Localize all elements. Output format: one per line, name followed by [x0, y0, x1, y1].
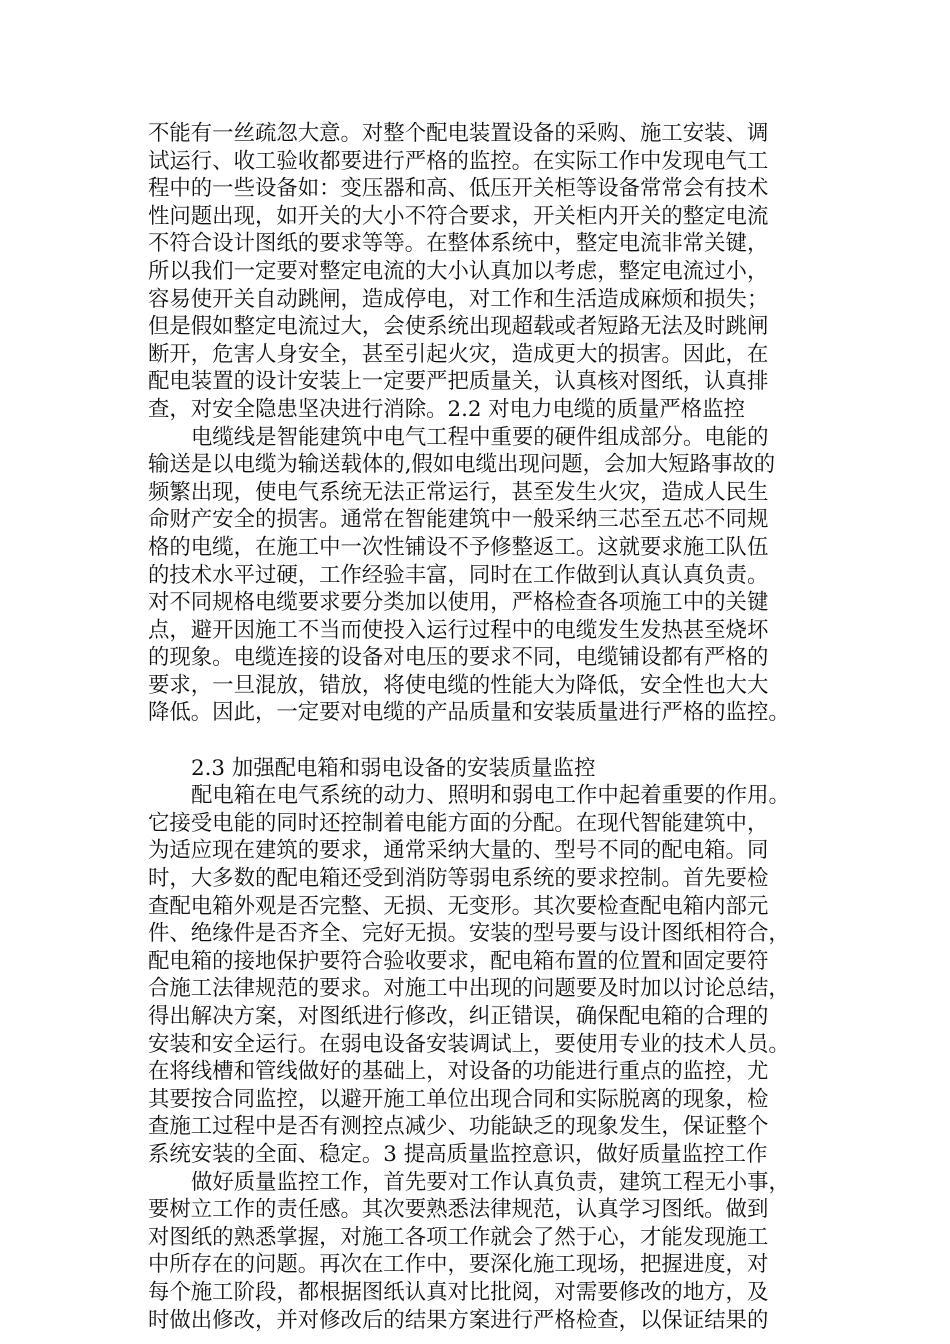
- text-line: 为适应现在建筑的要求，通常采纳大量的、型号不同的配电箱。同: [148, 838, 769, 864]
- text-line: 做好质量监控工作，首先要对工作认真负责，建筑工程无小事，: [191, 1169, 790, 1195]
- paragraph-quality-awareness: [148, 1169, 804, 1335]
- document-page: [148, 120, 804, 1334]
- paragraph-distribution-box: [148, 782, 804, 1168]
- text-line: 所以我们一定要对整定电流的大小认真加以考虑，整定电流过小，: [148, 258, 769, 284]
- text-line: 安装和安全运行。在弱电设备安装调试上，要使用专业的技术人员。: [148, 1031, 790, 1057]
- text-line: 其要按合同监控，以避开施工单位出现合同和实际脱离的现象，检: [148, 1086, 769, 1112]
- section-heading: 2.3 加强配电箱和弱电设备的安装质量监控: [191, 755, 596, 781]
- text-line: 要求，一旦混放，错放，将使电缆的性能大为降低，安全性也大大: [148, 672, 769, 698]
- text-line: 的技术水平过硬，工作经验丰富，同时在工作做到认真认真负责。: [148, 562, 769, 588]
- text-line: 查，对安全隐患坚决进行消除。2.2 对电力电缆的质量严格监控: [148, 396, 745, 422]
- text-line: 时，大多数的配电箱还受到消防等弱电系统的要求控制。首先要检: [148, 866, 769, 892]
- text-line: 点，避开因施工不当而使投入运行过程中的电缆发生发热甚至烧坏: [148, 617, 769, 643]
- text-line: 不符合设计图纸的要求等等。在整体系统中，整定电流非常关键，: [148, 231, 769, 257]
- text-line: 输送是以电缆为输送载体的,假如电缆出现问题，会加大短路事故的: [148, 452, 776, 478]
- text-line: 配电装置的设计安装上一定要严把质量关，认真核对图纸，认真排: [148, 369, 769, 395]
- text-line: 在将线槽和管线做好的基础上，对设备的功能进行重点的监控，尤: [148, 1059, 769, 1085]
- text-line: 合施工法律规范的要求。对施工中出现的问题要及时加以讨论总结，: [148, 976, 790, 1002]
- text-line: 的现象。电缆连接的设备对电压的要求不同，电缆铺设都有严格的: [148, 645, 769, 671]
- text-line: 电缆线是智能建筑中电气工程中重要的硬件组成部分。电能的: [191, 424, 769, 450]
- text-line: 对不同规格电缆要求要分类加以使用，严格检查各项施工中的关键: [148, 590, 769, 616]
- text-line: 查施工过程中是否有测控点减少、功能缺乏的现象发生，保证整个: [148, 1114, 769, 1140]
- text-line: 不能有一丝疏忽大意。对整个配电装置设备的采购、施工安装、调: [148, 121, 769, 146]
- text-line: 件、绝缘件是否齐全、完好无损。安装的型号要与设计图纸相符合，: [148, 921, 790, 947]
- text-line: 系统安装的全面、稳定。3 提高质量监控意识，做好质量监控工作: [148, 1141, 768, 1167]
- text-line: 配电箱在电气系统的动力、照明和弱电工作中起着重要的作用。: [191, 783, 790, 809]
- text-line: 容易使开关自动跳闸，造成停电，对工作和生活造成麻烦和损失；: [148, 286, 769, 312]
- text-line: 频繁出现，使电气系统无法正常运行，甚至发生火灾，造成人民生: [148, 479, 769, 505]
- text-line: 程中的一些设备如：变压器和高、低压开关柜等设备常常会有技术: [148, 176, 769, 202]
- paragraph-gap: [148, 727, 804, 755]
- text-line: 要树立工作的责任感。其次要熟悉法律规范，认真学习图纸。做到: [148, 1197, 769, 1223]
- paragraph-cable-quality: [148, 424, 804, 728]
- text-line: 中所存在的问题。再次在工作中，要深化施工现场，把握进度，对: [148, 1252, 769, 1278]
- text-line: 对图纸的熟悉掌握，对施工各项工作就会了然于心，才能发现施工: [148, 1224, 769, 1250]
- text-line: 命财产安全的损害。通常在智能建筑中一般采纳三芯至五芯不同规: [148, 507, 769, 533]
- paragraph-distribution-device: [148, 120, 804, 424]
- text-line: 断开，危害人身安全，甚至引起火灾，造成更大的损害。因此，在: [148, 341, 769, 367]
- text-line: 试运行、收工验收都要进行严格的监控。在实际工作中发现电气工: [148, 148, 769, 174]
- text-line: 得出解决方案，对图纸进行修改，纠正错误，确保配电箱的合理的: [148, 1004, 769, 1029]
- text-line: 降低。因此，一定要对电缆的产品质量和安装质量进行严格的监控。: [148, 700, 790, 726]
- text-line: 但是假如整定电流过大，会使系统出现超载或者短路无法及时跳闸: [148, 314, 769, 340]
- text-line: 查配电箱外观是否完整、无损、无变形。其次要检查配电箱内部元: [148, 893, 769, 919]
- text-line: 时做出修改，并对修改后的结果方案进行严格检查，以保证结果的: [148, 1307, 769, 1333]
- text-line: 配电箱的接地保护要符合验收要求，配电箱布置的位置和固定要符: [148, 948, 769, 974]
- text-line: 它接受电能的同时还控制着电能方面的分配。在现代智能建筑中，: [148, 810, 769, 836]
- text-line: 每个施工阶段，都根据图纸认真对比批阅，对需要修改的地方，及: [148, 1279, 769, 1305]
- text-line: 性问题出现，如开关的大小不符合要求，开关柜内开关的整定电流: [148, 203, 769, 229]
- text-line: 格的电缆，在施工中一次性铺设不予修整返工。这就要求施工队伍: [148, 534, 769, 560]
